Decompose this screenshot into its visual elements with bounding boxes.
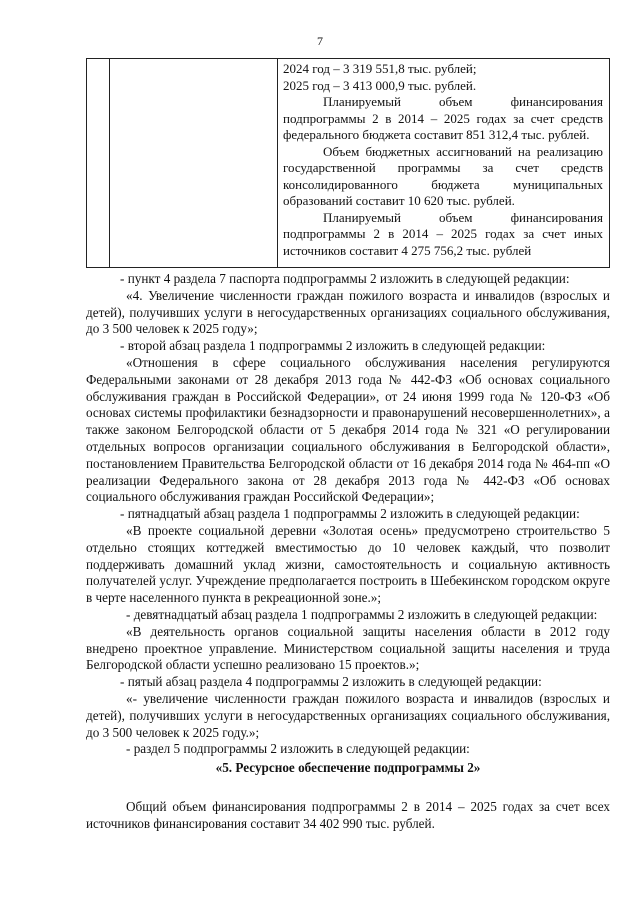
paragraph: - пункт 4 раздела 7 паспорта подпрограммы 2 изложить в следующей редакции: [120, 271, 570, 286]
table-column-divider [277, 59, 278, 267]
paragraph: «- увеличение численности граждан пожилого возраста и инвалидов (взрослых и детей), получивших услуги в негосударственных организациях социального обслуживания, до 3 500 человек к 2025 году.»; [86, 690, 610, 740]
paragraph: «В проекте социальной деревни «Золотая осень» предусмотрено строительство 5 отдельно стоящих коттеджей вместимостью до 10 человек каждый, что позволит поддерживать домашний уклад жизни, самостоятельность и социальную активность получателей услуг. Учреждение предполагается построить в Шебекинском городском округе в черте населенного пункта в рекреационной зоне.»; [86, 522, 610, 606]
paragraph: - пятнадцатый абзац раздела 1 подпрограммы 2 изложить в следующей редакции: [120, 506, 580, 522]
paragraph: - второй абзац раздела 1 подпрограммы 2 изложить в следующей редакции: [120, 338, 546, 354]
document-body [86, 271, 610, 833]
table-cell-financing [283, 61, 603, 259]
paragraph: «Отношения в сфере социального обслуживания населения регулируются Федеральными законами от 28 декабря 2013 года № 442-ФЗ «Об основах социального обслуживания граждан в Российской Федерации», от 24 июня 1999 года № 120-ФЗ «Об основах системы профилактики безнадзорности и правонарушений несовершеннолетних», а также законом Белгородской области от 5 декабря 2014 года № 321 «О регулировании отдельных вопросов организации социального обслуживания в Белгородской области», постановлением Правительства Белгородской области от 16 декабря 2014 года № 464-пп «О реализации Федерального закона от 28 декабря 2013 года № 442-ФЗ «Об основах социального обслуживания граждан Российской Федерации»; [86, 354, 610, 505]
paragraph: - девятнадцатый абзац раздела 1 подпрограммы 2 изложить в следующей редакции: [126, 606, 598, 622]
table-column-divider [109, 59, 110, 267]
paragraph: - раздел 5 подпрограммы 2 изложить в следующей редакции: [126, 741, 470, 757]
table-line: 2025 год – 3 413 000,9 тыс. рублей. [283, 77, 477, 93]
table-line: 2024 год – 3 319 551,8 тыс. рублей; [283, 61, 477, 76]
table-line: Планируемый объем финансирования подпрограммы 2 в 2014 – 2025 годах за счет иных источников составит 4 275 756,2 тыс. рублей [283, 209, 603, 258]
financing-table [86, 58, 610, 268]
table-line: Планируемый объем финансирования подпрограммы 2 в 2014 – 2025 годах за счет средств федерального бюджета составит 851 312,4 тыс. рублей. [283, 94, 603, 142]
paragraph: «В деятельность органов социальной защиты населения области в 2012 году внедрено проектное управление. Министерством социальной защиты населения и труда Белгородской области успешно реализовано 15 проектов.»; [86, 623, 610, 673]
paragraph: - пятый абзац раздела 4 подпрограммы 2 изложить в следующей редакции: [120, 674, 542, 690]
section-heading: «5. Ресурсное обеспечение подпрограммы 2» [215, 760, 481, 776]
page-number: 7 [317, 34, 323, 48]
table-line: Объем бюджетных ассигнований на реализацию государственной программы за счет средств консолидированного бюджета муниципальных образований составит 10 620 тыс. рублей. [283, 143, 603, 208]
paragraph: «4. Увеличение численности граждан пожилого возраста и инвалидов (взрослых и детей), получивших услуги в негосударственных организациях социального обслуживания, до 3 500 человек к 2025 году»; [86, 287, 610, 337]
paragraph: Общий объем финансирования подпрограммы 2 в 2014 – 2025 годах за счет всех источников финансирования составит 34 402 990 тыс. рублей. [86, 798, 610, 831]
